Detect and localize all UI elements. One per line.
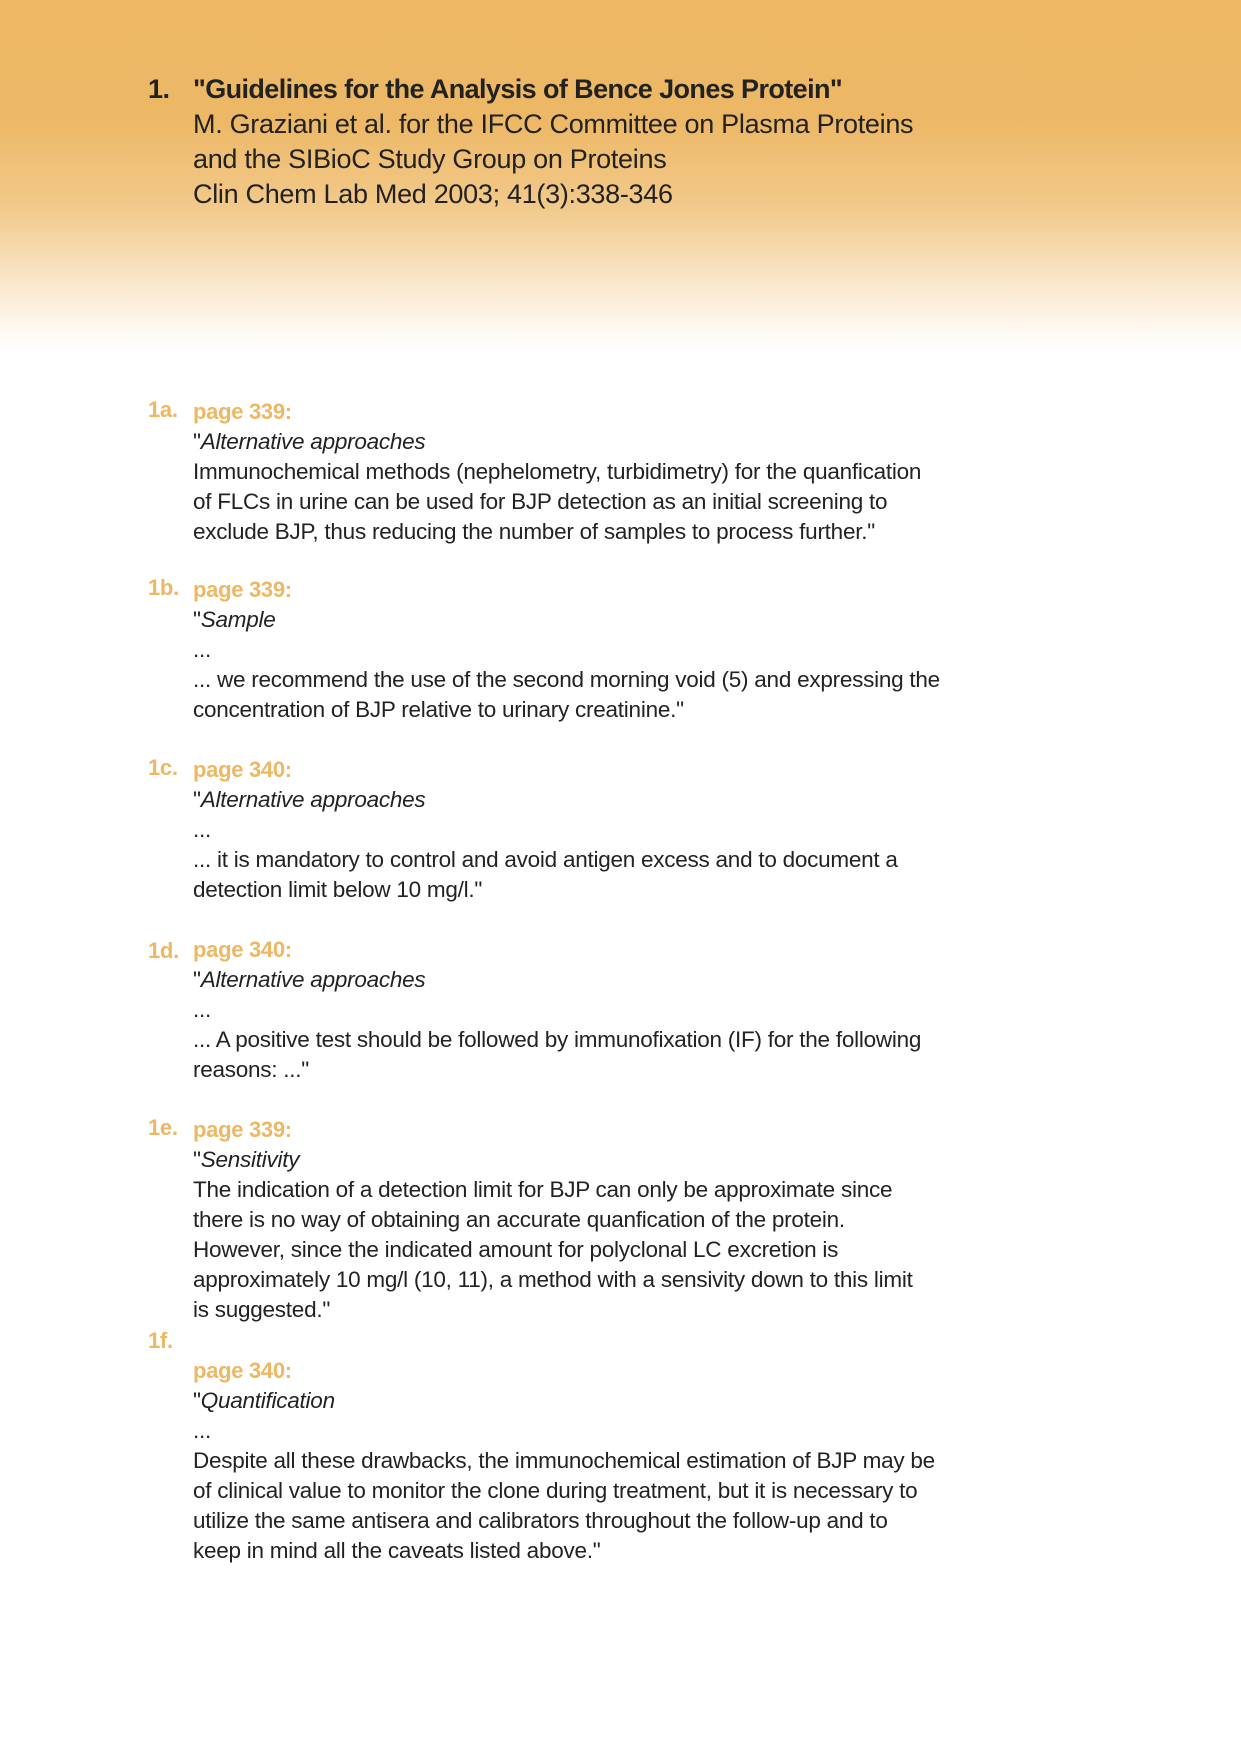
quote-line: of clinical value to monitor the clone during treatment, but it is necessary to [193,1478,918,1503]
open-quote: " [193,429,201,454]
quote-line: ... we recommend the use of the second morning void (5) and expressing the [193,667,940,692]
page-reference: page 340: [193,937,292,962]
quote-line: utilize the same antisera and calibrators throughout the follow-up and to [193,1508,888,1533]
quote-line: ... [193,637,212,662]
section-heading: Alternative approaches [200,967,426,992]
quote-line: ... A positive test should be followed by immunofixation (IF) for the following [193,1027,922,1052]
section-body [193,397,1113,547]
quote-line: However, since the indicated amount for polyclonal LC excretion is [193,1237,839,1262]
section-body [193,575,1113,725]
section-heading: Alternative approaches [200,787,426,812]
section-body [193,935,1113,1085]
quote-line: approximately 10 mg/l (10, 11), a method with a sensivity down to this limit [193,1267,913,1292]
section-heading: Sensitivity [200,1147,300,1172]
section-heading: Alternative approaches [200,429,426,454]
section-body [193,1356,1113,1566]
reference-authors-line-1: M. Graziani et al. for the IFCC Committee on Plasma Proteins [193,109,914,139]
section-heading-line [193,605,1113,635]
open-quote: " [193,967,201,992]
open-quote: " [193,607,201,632]
open-quote: " [193,1388,201,1413]
quote-line: reasons: ..." [193,1057,310,1082]
section-body [193,755,1113,905]
section-label: 1f. [148,1328,173,1353]
page-reference: page 339: [193,399,292,424]
quote-line: exclude BJP, thus reducing the number of samples to process further." [193,519,875,544]
quote-line: is suggested." [193,1297,331,1322]
open-quote: " [193,1147,201,1172]
page-reference: page 339: [193,577,292,602]
section-label: 1c. [148,755,178,780]
quote-line: ... [193,817,212,842]
quote-line: Despite all these drawbacks, the immunochemical estimation of BJP may be [193,1448,935,1473]
quote-line: there is no way of obtaining an accurate quanfication of the protein. [193,1207,845,1232]
quote-line: of FLCs in urine can be used for BJP detection as an initial screening to [193,489,888,514]
quote-line: ... it is mandatory to control and avoid antigen excess and to document a [193,847,898,872]
section-heading: Quantification [200,1388,335,1413]
page-reference: page 339: [193,1117,292,1142]
page-reference: page 340: [193,757,292,782]
section-label: 1d. [148,938,179,963]
page-reference: page 340: [193,1358,292,1383]
section-heading-line [193,427,1113,457]
quote-line: ... [193,1418,212,1443]
quote-line: ... [193,997,212,1022]
quote-line: detection limit below 10 mg/l." [193,877,483,902]
open-quote: " [193,787,201,812]
section-heading: Sample [200,607,276,632]
reference-number: 1. [148,74,170,104]
section-heading-line [193,1386,1113,1416]
quote-line: The indication of a detection limit for BJP can only be approximate since [193,1177,893,1202]
section-heading-line [193,965,1113,995]
quote-line: concentration of BJP relative to urinary creatinine." [193,697,684,722]
section-body [193,1115,1113,1325]
quote-line: keep in mind all the caveats listed above." [193,1538,601,1563]
reference-authors-line-2: and the SIBioC Study Group on Proteins [193,144,667,174]
section-label: 1e. [148,1115,178,1140]
section-heading-line [193,785,1113,815]
reference-citation: Clin Chem Lab Med 2003; 41(3):338-346 [193,179,673,209]
section-heading-line [193,1145,1113,1175]
section-label: 1b. [148,575,179,600]
section-label: 1a. [148,397,178,422]
reference-title: "Guidelines for the Analysis of Bence Jones Protein" [193,74,843,104]
quote-line: Immunochemical methods (nephelometry, turbidimetry) for the quanfication [193,459,922,484]
